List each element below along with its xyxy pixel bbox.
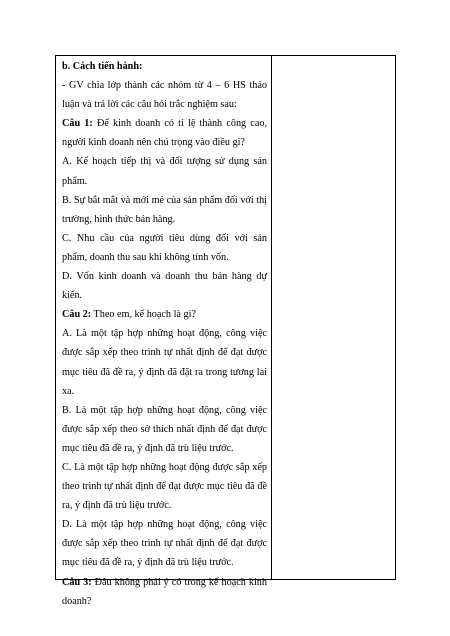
- question-1-option-b: B. Sự bắt mắt và mới mẻ của sản phẩm đối với thị trường, hình thức bán hàng.: [62, 194, 267, 225]
- question-3: [62, 573, 267, 611]
- question-text: Đâu không phải ý có trong kế hoạch kinh doanh?: [62, 576, 267, 607]
- column-divider: [271, 56, 272, 579]
- question-2-option-c: C. Là một tập hợp những hoạt động được sắp xếp theo trình tự nhất định để đạt được mục tiêu đã đề ra, ý định đã trù liệu trước.: [62, 461, 267, 512]
- question-label: Câu 3:: [62, 576, 92, 588]
- question-1-option-c: C. Nhu cầu của người tiêu dùng đối với sản phẩm, doanh thu sau khi không tính vốn.: [62, 232, 267, 263]
- question-1-option-d: D. Vốn kinh doanh và doanh thu bán hàng dự kiến.: [62, 271, 267, 302]
- intro-text: - GV chia lớp thành các nhóm từ 4 – 6 HS thảo luận và trả lời các câu hỏi trắc nghiệm sau:: [62, 80, 267, 111]
- question-1-option-a: A. Kế hoạch tiếp thị và đối tượng sử dụng sản phẩm.: [62, 156, 267, 187]
- question-1: [62, 114, 267, 152]
- section-heading: b. Cách tiến hành:: [62, 61, 143, 72]
- question-2-option-d: D. Là một tập hợp những hoạt động, công việc được sắp xếp theo trình tự nhất định để đạt được mục tiêu đã đề ra, ý định đã trù liệu trước.: [62, 519, 267, 569]
- question-text: Theo em, kế hoạch là gì?: [91, 309, 196, 321]
- procedure-cell: [62, 57, 267, 611]
- question-text: Để kinh doanh có tỉ lệ thành công cao, người kinh doanh nên chú trọng vào điều gì?: [62, 118, 267, 149]
- question-2-option-b: B. Là một tập hợp những hoạt động, công việc được sắp xếp theo sở thích nhất định để đạt được mục tiêu đã đề ra, ý định đã trù liệu trước.: [62, 404, 267, 454]
- question-label: Câu 1:: [62, 118, 93, 130]
- activity-table: [55, 55, 396, 607]
- question-2: [62, 305, 267, 324]
- question-label: Câu 2:: [62, 309, 92, 321]
- question-2-option-a: A. Là một tập hợp những hoạt động, công việc được sắp xếp theo trình tự nhất định để đạt được mục tiêu đã đề ra, ý định đã đặt ra trong tương lai xa.: [62, 328, 267, 397]
